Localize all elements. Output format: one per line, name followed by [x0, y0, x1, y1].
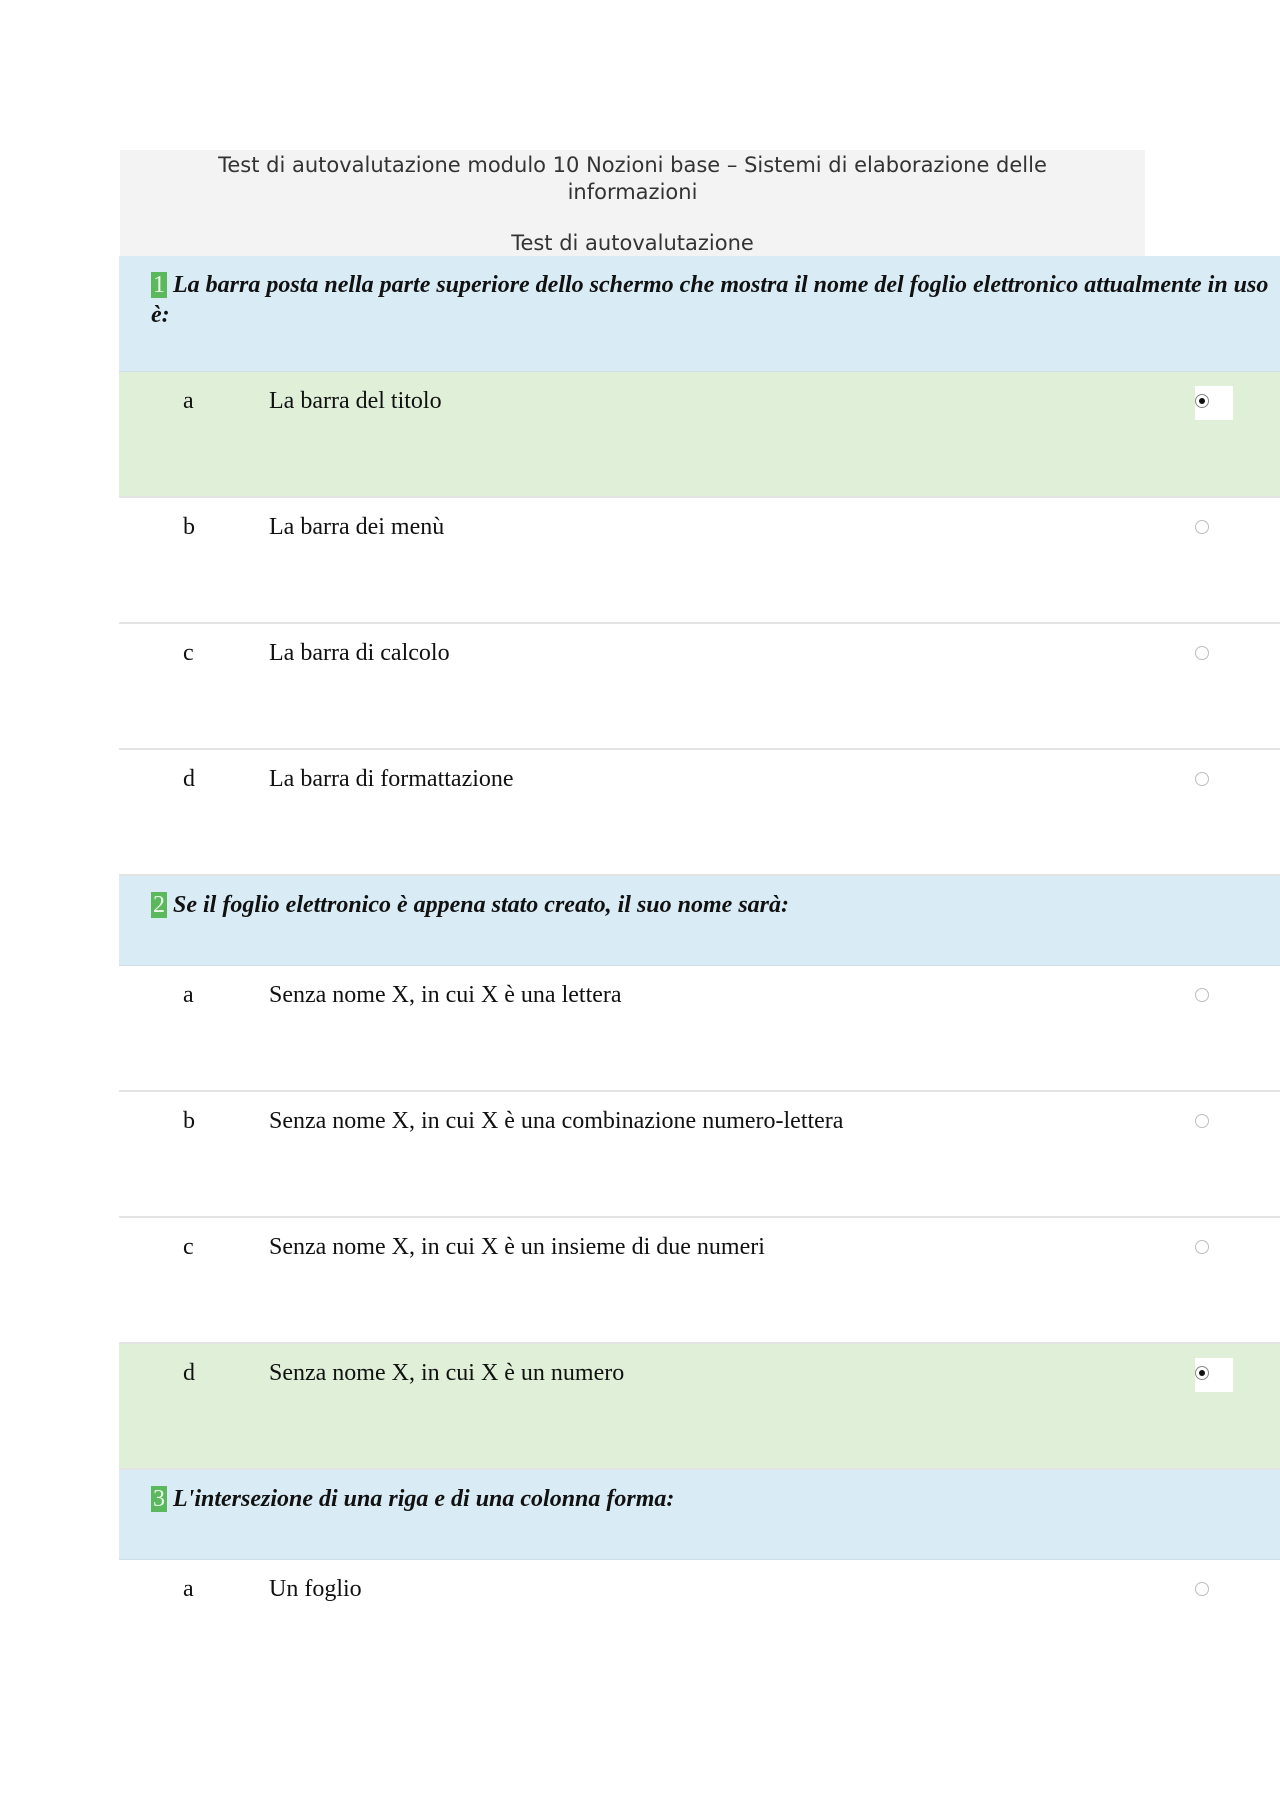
question-1 — [119, 256, 1280, 372]
question-number: 1 — [153, 272, 165, 298]
quiz-list — [119, 256, 1280, 1684]
option-text: Senza nome X, in cui X è un numero — [269, 1360, 625, 1386]
radio-button[interactable] — [1195, 988, 1209, 1002]
answer-option-1d[interactable] — [119, 750, 1280, 876]
answer-option-3a[interactable] — [119, 1560, 1280, 1684]
radio-button[interactable] — [1195, 394, 1209, 408]
option-letter: a — [183, 982, 194, 1008]
question-number: 3 — [153, 1486, 165, 1512]
option-letter: a — [183, 1576, 194, 1602]
radio-button[interactable] — [1195, 1366, 1209, 1380]
question-number: 2 — [153, 892, 165, 918]
option-text: Senza nome X, in cui X è una combinazione numero-lettera — [269, 1108, 844, 1134]
option-text: Senza nome X, in cui X è un insieme di due numeri — [269, 1234, 765, 1260]
option-text: La barra di formattazione — [269, 766, 514, 792]
page-subtitle: Test di autovalutazione — [511, 231, 754, 255]
radio-button[interactable] — [1195, 1240, 1209, 1254]
option-text: La barra dei menù — [269, 514, 445, 540]
answer-option-1b[interactable] — [119, 498, 1280, 624]
radio-button[interactable] — [1195, 1582, 1209, 1596]
question-text: Se il foglio elettronico è appena stato creato, il suo nome sarà: — [173, 892, 789, 918]
option-letter: a — [183, 388, 194, 414]
question-text: L'intersezione di una riga e di una colonna forma: — [173, 1486, 675, 1512]
option-letter: c — [183, 1234, 194, 1260]
radio-button[interactable] — [1195, 646, 1209, 660]
answer-option-2a[interactable] — [119, 966, 1280, 1092]
answer-option-2b[interactable] — [119, 1092, 1280, 1218]
option-letter: d — [183, 766, 195, 792]
answer-option-1a[interactable] — [119, 372, 1280, 498]
answer-option-2c[interactable] — [119, 1218, 1280, 1344]
page-title: Test di autovalutazione modulo 10 Nozioni base – Sistemi di elaborazione delle informazioni — [218, 153, 1047, 204]
radio-button[interactable] — [1195, 1114, 1209, 1128]
option-letter: d — [183, 1360, 195, 1386]
answer-option-2d[interactable] — [119, 1344, 1280, 1470]
radio-button[interactable] — [1195, 772, 1209, 786]
answer-option-1c[interactable] — [119, 624, 1280, 750]
question-text: La barra posta nella parte superiore dello schermo che mostra il nome del foglio elettronico attualmente in uso è: — [151, 272, 1269, 328]
question-3 — [119, 1470, 1280, 1560]
option-text: Senza nome X, in cui X è una lettera — [269, 982, 622, 1008]
option-text: Un foglio — [269, 1576, 362, 1602]
option-letter: b — [183, 1108, 195, 1134]
option-letter: c — [183, 640, 194, 666]
option-text: La barra del titolo — [269, 388, 442, 414]
option-text: La barra di calcolo — [269, 640, 450, 666]
radio-button[interactable] — [1195, 520, 1209, 534]
question-2 — [119, 876, 1280, 966]
option-letter: b — [183, 514, 195, 540]
page-header — [120, 150, 1145, 256]
